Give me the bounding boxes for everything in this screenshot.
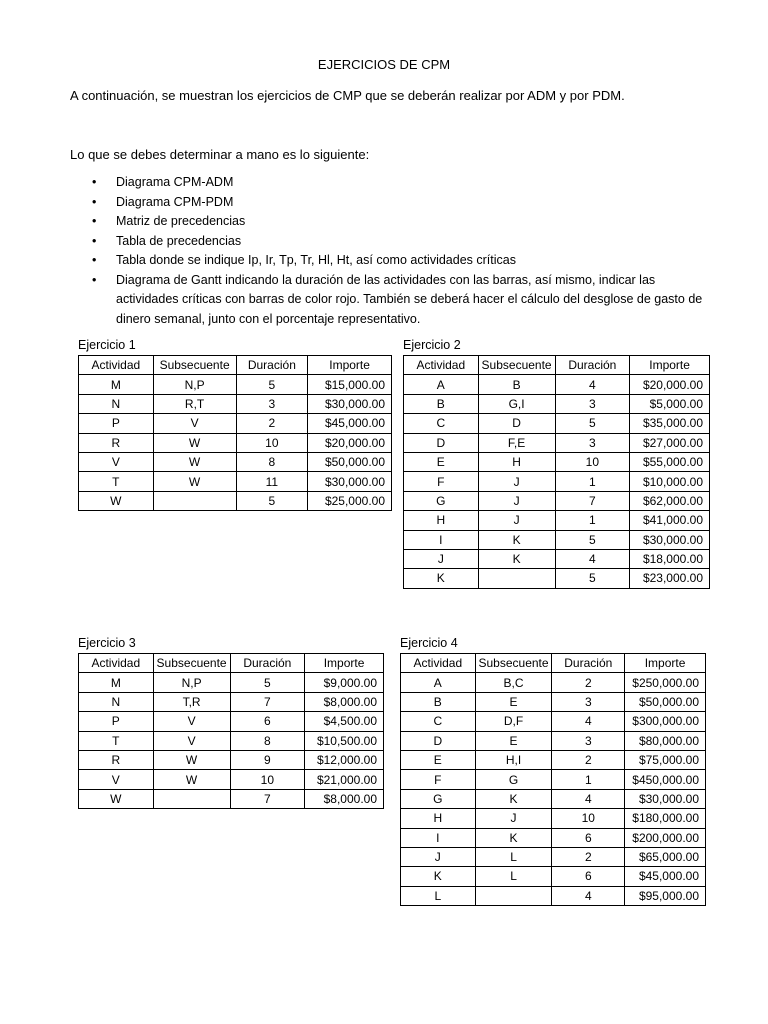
exercise-1-label: Ejercicio 1: [78, 338, 136, 352]
successor-cell: W: [153, 433, 236, 452]
intro-paragraph: A continuación, se muestran los ejercicios de CMP que se deberán realizar por ADM y por PDM.: [70, 88, 625, 103]
table-row: [79, 394, 392, 413]
activity-cell: W: [79, 491, 154, 510]
list-item-text: Tabla donde se indique Ip, Ir, Tp, Tr, Hl, Ht, así como actividades críticas: [116, 253, 516, 267]
duration-cell: 10: [552, 809, 625, 828]
successor-cell: G: [475, 770, 552, 789]
amount-cell: $4,500.00: [305, 712, 384, 731]
table-row: [79, 673, 384, 692]
duration-cell: 2: [552, 673, 625, 692]
amount-cell: $80,000.00: [625, 731, 706, 750]
activity-cell: G: [404, 491, 479, 510]
table-row: [401, 692, 706, 711]
exercise-2-table: [403, 355, 710, 589]
list-item: [70, 271, 710, 330]
duration-cell: 3: [555, 394, 630, 413]
successor-cell: F,E: [478, 433, 555, 452]
successor-cell: J: [478, 472, 555, 491]
amount-cell: $25,000.00: [308, 491, 392, 510]
bullet-icon: •: [92, 214, 97, 228]
successor-cell: J: [475, 809, 552, 828]
activity-cell: F: [401, 770, 476, 789]
amount-cell: $180,000.00: [625, 809, 706, 828]
successor-cell: G,I: [478, 394, 555, 413]
duration-cell: 10: [236, 433, 308, 452]
duration-cell: 9: [230, 750, 305, 769]
table-header-row: [79, 356, 392, 375]
amount-cell: $23,000.00: [630, 569, 710, 588]
successor-cell: L: [475, 867, 552, 886]
activity-cell: R: [79, 750, 154, 769]
table-row: [401, 847, 706, 866]
amount-cell: $8,000.00: [305, 789, 384, 808]
duration-cell: 2: [236, 414, 308, 433]
successor-cell: E: [475, 731, 552, 750]
duration-cell: 5: [236, 491, 308, 510]
bullet-icon: •: [92, 272, 97, 287]
table-header-row: [404, 356, 710, 375]
duration-cell: 2: [552, 847, 625, 866]
duration-cell: 4: [555, 375, 630, 394]
successor-cell: V: [153, 414, 236, 433]
column-header: Duración: [236, 356, 308, 375]
page-title: EJERCICIOS DE CPM: [317, 57, 451, 72]
amount-cell: $50,000.00: [308, 452, 392, 471]
table-row: [404, 433, 710, 452]
table-row: [79, 731, 384, 750]
duration-cell: 6: [552, 828, 625, 847]
activity-cell: F: [404, 472, 479, 491]
successor-cell: B,C: [475, 673, 552, 692]
amount-cell: $30,000.00: [308, 472, 392, 491]
duration-cell: 4: [552, 886, 625, 905]
bullet-icon: •: [92, 175, 97, 189]
column-header: Importe: [625, 654, 706, 673]
duration-cell: 5: [236, 375, 308, 394]
amount-cell: $21,000.00: [305, 770, 384, 789]
table-row: [404, 530, 710, 549]
table-row: [404, 414, 710, 433]
activity-cell: T: [79, 731, 154, 750]
successor-cell: D: [478, 414, 555, 433]
amount-cell: $55,000.00: [630, 452, 710, 471]
table-row: [79, 770, 384, 789]
activity-cell: I: [404, 530, 479, 549]
successor-cell: W: [153, 452, 236, 471]
bullet-icon: •: [92, 233, 97, 248]
duration-cell: 5: [555, 569, 630, 588]
duration-cell: 4: [555, 549, 630, 568]
amount-cell: $250,000.00: [625, 673, 706, 692]
table-row: [401, 712, 706, 731]
table-row: [79, 789, 384, 808]
activity-cell: K: [404, 569, 479, 588]
duration-cell: 3: [555, 433, 630, 452]
activity-cell: A: [401, 673, 476, 692]
activity-cell: K: [401, 867, 476, 886]
activity-cell: H: [401, 809, 476, 828]
amount-cell: $41,000.00: [630, 511, 710, 530]
successor-cell: [153, 491, 236, 510]
amount-cell: $45,000.00: [308, 414, 392, 433]
column-header: Actividad: [79, 654, 154, 673]
column-header: Importe: [305, 654, 384, 673]
table-header-row: [401, 654, 706, 673]
successor-cell: L: [475, 847, 552, 866]
list-item: [70, 193, 710, 213]
table-row: [401, 867, 706, 886]
activity-cell: E: [401, 750, 476, 769]
list-item-text: Diagrama de Gantt indicando la duración de las actividades con las barras, así mismo, indicar las actividades críticas con barras de color rojo. También se deberá hacer el cálculo del desglose de gasto de dinero semanal, junto con el porcentaje representativo.: [116, 272, 703, 326]
column-header: Importe: [308, 356, 392, 375]
duration-cell: 8: [236, 452, 308, 471]
table-row: [79, 433, 392, 452]
successor-cell: [153, 789, 230, 808]
amount-cell: $20,000.00: [308, 433, 392, 452]
exercise-4-table: [400, 653, 706, 906]
activity-cell: J: [401, 847, 476, 866]
column-header: Subsecuente: [478, 356, 555, 375]
successor-cell: W: [153, 770, 230, 789]
table-row: [401, 673, 706, 692]
successor-cell: J: [478, 491, 555, 510]
table-row: [404, 491, 710, 510]
column-header: Subsecuente: [153, 654, 230, 673]
successor-cell: D,F: [475, 712, 552, 731]
table-row: [79, 472, 392, 491]
duration-cell: 1: [555, 511, 630, 530]
amount-cell: $95,000.00: [625, 886, 706, 905]
activity-cell: P: [79, 414, 154, 433]
list-item-text: Tabla de precedencias: [116, 233, 242, 248]
exercise-3-label: Ejercicio 3: [78, 636, 136, 650]
lead-paragraph: Lo que se debes determinar a mano es lo siguiente:: [70, 147, 370, 162]
table-row: [79, 414, 392, 433]
list-item: [70, 251, 710, 271]
successor-cell: W: [153, 472, 236, 491]
table-row: [401, 886, 706, 905]
amount-cell: $20,000.00: [630, 375, 710, 394]
exercise-4-label: Ejercicio 4: [400, 636, 458, 650]
activity-cell: I: [401, 828, 476, 847]
successor-cell: N,P: [153, 673, 230, 692]
column-header: Duración: [230, 654, 305, 673]
amount-cell: $62,000.00: [630, 491, 710, 510]
column-header: Importe: [630, 356, 710, 375]
table-row: [404, 472, 710, 491]
activity-cell: B: [401, 692, 476, 711]
duration-cell: 3: [552, 731, 625, 750]
amount-cell: $9,000.00: [305, 673, 384, 692]
duration-cell: 5: [230, 673, 305, 692]
duration-cell: 4: [552, 789, 625, 808]
table-row: [401, 789, 706, 808]
exercise-3-table: [78, 653, 384, 809]
table-row: [404, 569, 710, 588]
activity-cell: W: [79, 789, 154, 808]
column-header: Actividad: [79, 356, 154, 375]
table-header-row: [79, 654, 384, 673]
bullet-icon: •: [92, 253, 97, 267]
duration-cell: 10: [555, 452, 630, 471]
successor-cell: H,I: [475, 750, 552, 769]
amount-cell: $65,000.00: [625, 847, 706, 866]
table-row: [404, 394, 710, 413]
successor-cell: J: [478, 511, 555, 530]
table-row: [401, 828, 706, 847]
column-header: Subsecuente: [475, 654, 552, 673]
activity-cell: P: [79, 712, 154, 731]
activity-cell: T: [79, 472, 154, 491]
amount-cell: $12,000.00: [305, 750, 384, 769]
amount-cell: $30,000.00: [630, 530, 710, 549]
amount-cell: $10,000.00: [630, 472, 710, 491]
table-row: [79, 712, 384, 731]
table-row: [79, 750, 384, 769]
successor-cell: K: [478, 530, 555, 549]
duration-cell: 2: [552, 750, 625, 769]
activity-cell: H: [404, 511, 479, 530]
amount-cell: $200,000.00: [625, 828, 706, 847]
duration-cell: 7: [230, 789, 305, 808]
successor-cell: K: [478, 549, 555, 568]
activity-cell: J: [404, 549, 479, 568]
duration-cell: 7: [555, 491, 630, 510]
successor-cell: V: [153, 731, 230, 750]
table-row: [79, 692, 384, 711]
amount-cell: $450,000.00: [625, 770, 706, 789]
table-row: [404, 452, 710, 471]
activity-cell: N: [79, 692, 154, 711]
amount-cell: $5,000.00: [630, 394, 710, 413]
list-item: [70, 232, 710, 252]
duration-cell: 5: [555, 414, 630, 433]
amount-cell: $50,000.00: [625, 692, 706, 711]
table-row: [401, 770, 706, 789]
table-row: [401, 731, 706, 750]
duration-cell: 7: [230, 692, 305, 711]
column-header: Actividad: [404, 356, 479, 375]
table-row: [79, 452, 392, 471]
table-row: [404, 549, 710, 568]
amount-cell: $75,000.00: [625, 750, 706, 769]
amount-cell: $45,000.00: [625, 867, 706, 886]
column-header: Duración: [555, 356, 630, 375]
duration-cell: 6: [552, 867, 625, 886]
duration-cell: 10: [230, 770, 305, 789]
duration-cell: 3: [552, 692, 625, 711]
amount-cell: $27,000.00: [630, 433, 710, 452]
successor-cell: N,P: [153, 375, 236, 394]
successor-cell: R,T: [153, 394, 236, 413]
amount-cell: $15,000.00: [308, 375, 392, 394]
successor-cell: W: [153, 750, 230, 769]
successor-cell: T,R: [153, 692, 230, 711]
duration-cell: 11: [236, 472, 308, 491]
amount-cell: $10,500.00: [305, 731, 384, 750]
requirements-list: [70, 173, 710, 329]
duration-cell: 1: [552, 770, 625, 789]
successor-cell: K: [475, 828, 552, 847]
list-item-text: Matriz de precedencias: [116, 214, 246, 228]
table-row: [79, 491, 392, 510]
activity-cell: E: [404, 452, 479, 471]
amount-cell: $30,000.00: [625, 789, 706, 808]
amount-cell: $30,000.00: [308, 394, 392, 413]
successor-cell: B: [478, 375, 555, 394]
activity-cell: N: [79, 394, 154, 413]
successor-cell: K: [475, 789, 552, 808]
activity-cell: G: [401, 789, 476, 808]
successor-cell: E: [475, 692, 552, 711]
activity-cell: D: [401, 731, 476, 750]
list-item-text: Diagrama CPM-ADM: [116, 175, 234, 189]
activity-cell: M: [79, 673, 154, 692]
column-header: Actividad: [401, 654, 476, 673]
exercise-1-table: [78, 355, 392, 511]
list-item: [70, 212, 710, 232]
table-row: [79, 375, 392, 394]
activity-cell: V: [79, 770, 154, 789]
column-header: Subsecuente: [153, 356, 236, 375]
activity-cell: D: [404, 433, 479, 452]
amount-cell: $35,000.00: [630, 414, 710, 433]
column-header: Duración: [552, 654, 625, 673]
list-item-text: Diagrama CPM-PDM: [116, 194, 234, 209]
successor-cell: [475, 886, 552, 905]
table-row: [404, 375, 710, 394]
table-row: [401, 750, 706, 769]
table-row: [401, 809, 706, 828]
duration-cell: 3: [236, 394, 308, 413]
amount-cell: $8,000.00: [305, 692, 384, 711]
amount-cell: $18,000.00: [630, 549, 710, 568]
activity-cell: A: [404, 375, 479, 394]
activity-cell: C: [404, 414, 479, 433]
exercise-2-label: Ejercicio 2: [403, 338, 461, 352]
duration-cell: 5: [555, 530, 630, 549]
successor-cell: [478, 569, 555, 588]
activity-cell: L: [401, 886, 476, 905]
duration-cell: 1: [555, 472, 630, 491]
table-row: [404, 511, 710, 530]
activity-cell: V: [79, 452, 154, 471]
list-item: [70, 173, 710, 193]
activity-cell: M: [79, 375, 154, 394]
successor-cell: V: [153, 712, 230, 731]
bullet-icon: •: [92, 194, 97, 209]
activity-cell: R: [79, 433, 154, 452]
duration-cell: 6: [230, 712, 305, 731]
successor-cell: H: [478, 452, 555, 471]
amount-cell: $300,000.00: [625, 712, 706, 731]
duration-cell: 4: [552, 712, 625, 731]
duration-cell: 8: [230, 731, 305, 750]
activity-cell: B: [404, 394, 479, 413]
activity-cell: C: [401, 712, 476, 731]
